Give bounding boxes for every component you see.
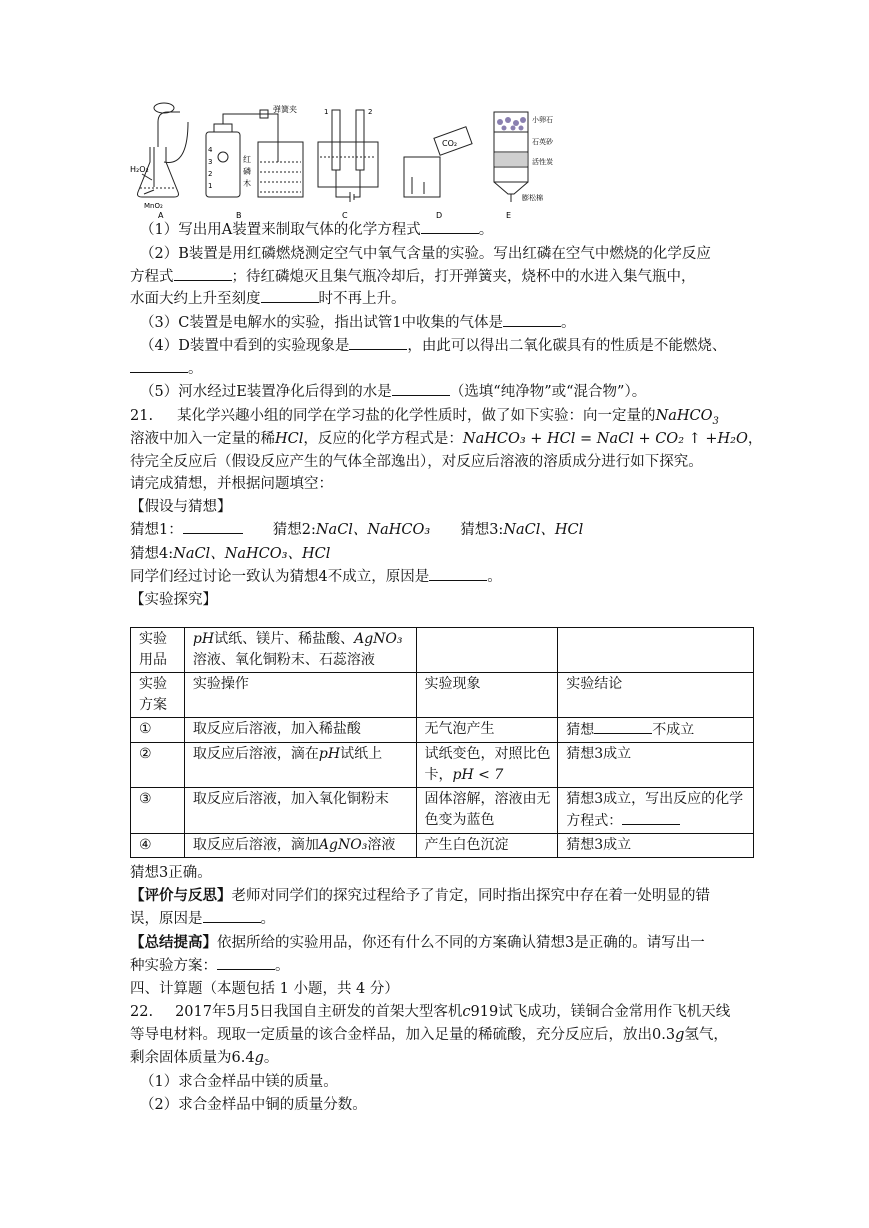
label-a: A xyxy=(158,211,164,220)
header-phenomenon: 实验现象 xyxy=(416,673,558,718)
guess-4: 猜想4:NaCl、NaHCO₃、HCl xyxy=(130,546,331,562)
apparatus-b xyxy=(206,110,303,197)
table-row: ④ 取反应后溶液，滴加AgNO₃溶液 产生白色沉淀 猜想3成立 xyxy=(131,834,754,858)
answer-blank[interactable] xyxy=(594,719,652,734)
mark-4: 4 xyxy=(208,146,213,154)
q21-line5: 同学们经过讨论一致认为猜想4不成立，原因是 。 xyxy=(130,566,502,588)
summary-cont: 种实验方案： 。 xyxy=(130,955,290,977)
answer-blank[interactable] xyxy=(183,519,243,534)
section-4-title: 四、计算题（本题包括 1 小题，共 4 分） xyxy=(130,981,399,997)
apparatus-a xyxy=(138,103,189,197)
label-cotton: 膨松棉 xyxy=(522,194,543,202)
label-e: E xyxy=(506,211,512,220)
cell-materials-label: 实验用品 xyxy=(131,628,185,673)
header-operation: 实验操作 xyxy=(184,673,416,718)
table-row xyxy=(131,628,754,673)
table-row: ② 取反应后溶液，滴在pH试纸上 试纸变色，对照比色卡，pH < 7 猜想3成立 xyxy=(131,743,754,788)
apparatus-d xyxy=(404,127,472,197)
q20-part2a: （2）B装置是用红磷燃烧测定空气中氧气含量的实验。写出红磷在空气中燃烧的化学反应 xyxy=(140,246,711,262)
cell-materials: pH试纸、镁片、稀盐酸、AgNO₃ 溶液、氧化铜粉末、石蕊溶液 xyxy=(184,628,416,673)
answer-blank[interactable] xyxy=(261,288,319,303)
answer-blank[interactable] xyxy=(392,381,450,396)
label-d: D xyxy=(436,211,443,220)
label-tube-1: 1 xyxy=(324,108,329,116)
table-row: ① 取反应后溶液，加入稀盐酸 无气泡产生 猜想 不成立 xyxy=(131,718,754,743)
mark-2: 2 xyxy=(208,170,213,178)
label-wood: 木 xyxy=(243,179,251,188)
q22-part2: （2）求合金样品中铜的质量分数。 xyxy=(140,1097,367,1113)
q21-line3: 待完全反应后（假设反应产生的气体全部逸出），对反应后溶液的溶质成分进行如下探究。 xyxy=(130,454,703,470)
table-row: ③ 取反应后溶液，加入氧化铜粉末 固体溶解，溶液由无色变为蓝色 猜想3成立，写出反应的化学方程式： xyxy=(131,788,754,834)
label-tube-2: 2 xyxy=(368,108,373,116)
q22-line1: 22. 2017年5月5日我国自主研发的首架大型客机c919试飞成功，镁铜合金常用作飞机天线 xyxy=(130,1004,731,1020)
q20-part1: （1）写出用A装置来制取气体的化学方程式 。 xyxy=(140,219,493,241)
label-quartz: 石英砂 xyxy=(532,138,553,146)
table-row xyxy=(131,673,754,718)
q20-part3: （3）C装置是电解水的实验，指出试管1中收集的气体是 。 xyxy=(140,312,576,334)
carbon-layer xyxy=(495,153,527,166)
q22-part1: （1）求合金样品中镁的质量。 xyxy=(140,1074,338,1090)
evaluation-line: 【评价与反思】老师对同学们的探究过程给予了肯定，同时指出探究中存在着一处明显的错 xyxy=(130,887,710,904)
label-carbon: 活性炭 xyxy=(532,158,553,166)
q21-line2: 溶液中加入一定量的稀HCl，反应的化学方程式是：NaHCO₃ + HCl = NaCl + CO₂ ↑ +H₂O， xyxy=(130,431,763,447)
q20-part2c: 水面大约上升至刻度 时不再上升。 xyxy=(130,288,406,310)
answer-blank[interactable] xyxy=(217,955,275,970)
answer-blank[interactable] xyxy=(203,908,261,923)
answer-blank[interactable] xyxy=(421,219,479,234)
q22-line2: 等导电材料。现取一定质量的该合金样品，加入足量的稀硫酸，充分反应后，放出0.3g氢气， xyxy=(130,1027,728,1043)
answer-blank[interactable] xyxy=(503,312,561,327)
answer-blank[interactable] xyxy=(349,335,407,350)
mark-3: 3 xyxy=(208,158,213,166)
q22-line3: 剩余固体质量为6.4g。 xyxy=(130,1050,279,1066)
label-mno2: MnO₂ xyxy=(144,202,163,210)
label-phosphorus: 磷 xyxy=(243,167,251,176)
q21-line6: 猜想3正确。 xyxy=(130,865,212,881)
q21-line4: 请完成猜想，并根据问题填空： xyxy=(130,476,333,492)
guess-line: 猜想1： 猜想2:NaCl、NaHCO₃ 猜想3:NaCl、HCl xyxy=(130,519,583,541)
header-conclusion: 实验结论 xyxy=(558,673,754,718)
experiment-table xyxy=(130,627,754,858)
answer-blank[interactable] xyxy=(622,810,680,825)
pebble-layer xyxy=(497,117,526,131)
label-pebbles: 小卵石 xyxy=(532,116,553,124)
mark-1: 1 xyxy=(208,182,213,190)
label-co2: CO₂ xyxy=(442,139,458,148)
label-c: C xyxy=(342,211,348,220)
label-clip: 弹簧夹 xyxy=(273,105,297,114)
label-b: B xyxy=(236,211,242,220)
apparatus-figure xyxy=(128,102,568,220)
heading-experiment: 【实验探究】 xyxy=(130,592,217,608)
heading-hypothesis: 【假设与猜想】 xyxy=(130,499,232,515)
header-plan: 实验方案 xyxy=(131,673,185,718)
evaluation-cont: 误，原因是 。 xyxy=(130,908,275,930)
q20-part4-cont: 。 xyxy=(130,358,203,380)
apparatus-c xyxy=(318,110,378,202)
answer-blank[interactable] xyxy=(174,266,232,281)
answer-blank[interactable] xyxy=(429,566,487,581)
label-red: 红 xyxy=(243,155,251,164)
answer-blank[interactable] xyxy=(130,358,188,373)
q20-part5: （5）河水经过E装置净化后得到的水是 （选填“纯净物”或“混合物”）。 xyxy=(140,381,646,403)
label-h2o2: H₂O₂ xyxy=(130,165,149,174)
q20-part4: （4）D装置中看到的实验现象是 ，由此可以得出二氧化碳具有的性质是不能燃烧、 xyxy=(140,335,726,357)
summary-line: 【总结提高】依据所给的实验用品，你还有什么不同的方案确认猜想3是正确的。请写出一 xyxy=(130,934,705,951)
q21-line1: 21. 某化学兴趣小组的同学在学习盐的化学性质时，做了如下实验：向一定量的NaHCO$_3$ xyxy=(130,408,719,427)
q20-part2b: 方程式 ；待红磷熄灭且集气瓶冷却后，打开弹簧夹，烧杯中的水进入集气瓶中， xyxy=(130,266,696,288)
